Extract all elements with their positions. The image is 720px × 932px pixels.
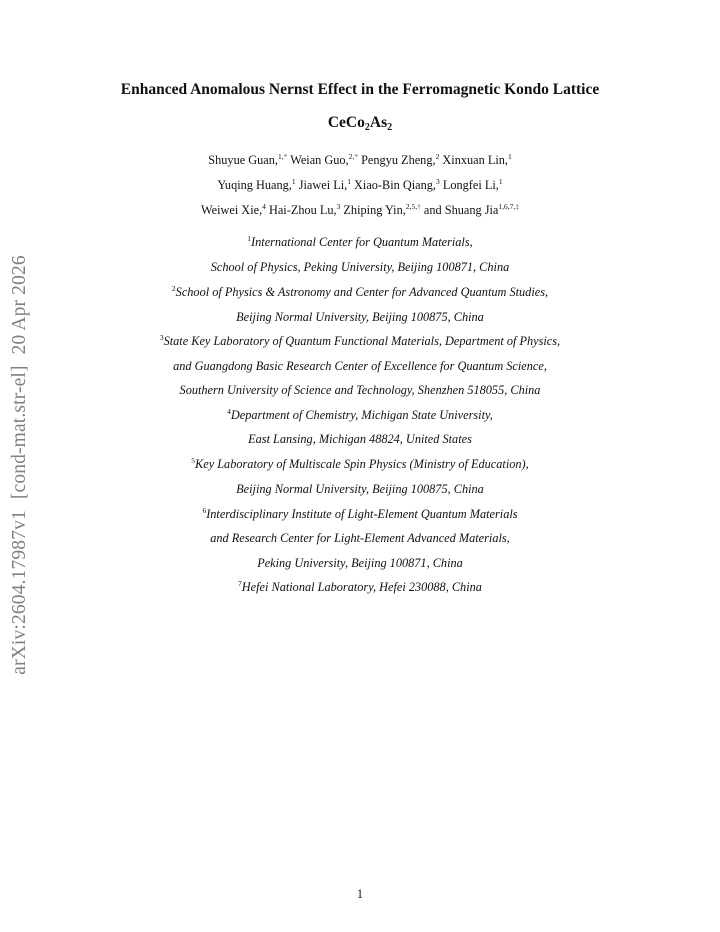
arxiv-id[interactable]: arXiv:2604.17987v1 — [9, 510, 30, 675]
affiliation-text: Peking University, Beijing 100871, China — [257, 556, 463, 570]
formula-subscript: 2 — [387, 122, 393, 133]
author-footnote-link[interactable]: * — [354, 152, 359, 161]
author-affil-sup: 1, — [277, 152, 284, 161]
paper-title-formula — [0, 114, 720, 132]
affiliation-line — [0, 432, 720, 447]
formula-subscript: 2 — [364, 122, 370, 133]
author-footnote-link[interactable]: * — [283, 152, 288, 161]
author-name: Pengyu Zheng, — [361, 153, 436, 167]
affiliation-text: State Key Laboratory of Quantum Functional Materials, Department of Physics, — [163, 334, 561, 348]
affiliation-number: 2 — [171, 284, 176, 293]
author-affil-sup: 1,6,7, — [498, 202, 516, 211]
author-name: and Shuang Jia — [423, 203, 499, 217]
formula-part: As — [369, 114, 388, 131]
affiliation-text: Key Laboratory of Multiscale Spin Physics (Ministry of Education), — [195, 457, 529, 471]
author-name: Longfei Li, — [442, 178, 499, 192]
author — [354, 178, 440, 192]
author — [443, 178, 503, 192]
affiliation-text: Beijing Normal University, Beijing 100875, China — [236, 310, 484, 324]
affiliation-line — [0, 482, 720, 497]
author — [269, 203, 340, 217]
affiliation-number: 7 — [238, 579, 242, 588]
affiliation-line — [0, 359, 720, 374]
affiliation-line — [0, 580, 720, 595]
affiliation-text: School of Physics & Astronomy and Center for Advanced Quantum Studies, — [175, 285, 549, 299]
author-footnote-link[interactable]: ‡ — [515, 202, 519, 211]
author-affil-sup: 4 — [262, 202, 266, 211]
author-name: Jiawei Li, — [298, 178, 348, 192]
author-name: Yuqing Huang, — [217, 178, 292, 192]
affiliation-line — [0, 556, 720, 571]
author-affil-sup: 3 — [336, 202, 341, 211]
author-affil-sup: 1 — [291, 177, 296, 186]
affiliation-text: School of Physics, Peking University, Beijing 100871, China — [210, 260, 510, 274]
author-line — [0, 153, 720, 168]
affiliation-line — [0, 285, 720, 300]
affiliation-text: Hefei National Laboratory, Hefei 230088, China — [241, 580, 482, 594]
affiliation-text: and Guangdong Basic Research Center of Excellence for Quantum Science, — [173, 359, 547, 373]
affiliation-line — [0, 531, 720, 546]
author — [201, 203, 266, 217]
author-name: Weian Guo, — [290, 153, 349, 167]
author-affil-sup: 2, — [348, 152, 355, 161]
affiliation-text: International Center for Quantum Materials, — [251, 235, 473, 249]
affiliation-line — [0, 260, 720, 275]
author-affil-sup: 2,5, — [405, 202, 418, 211]
author — [361, 153, 439, 167]
affiliation-number: 4 — [227, 407, 231, 416]
author-affil-sup: 1 — [347, 177, 351, 186]
author-name: Hai-Zhou Lu, — [268, 203, 337, 217]
affiliation-line — [0, 334, 720, 349]
author-name: Shuyue Guan, — [208, 153, 278, 167]
author — [290, 153, 358, 167]
affiliation-line — [0, 310, 720, 325]
author-name: Zhiping Yin, — [343, 203, 406, 217]
author-line — [0, 203, 720, 218]
affiliation-number: 5 — [191, 456, 196, 465]
author — [208, 153, 287, 167]
affiliation-text: and Research Center for Light-Element Advanced Materials, — [210, 531, 510, 545]
affiliation-text: Southern University of Science and Technology, Shenzhen 518055, China — [179, 383, 541, 397]
affiliation-number: 6 — [202, 506, 207, 515]
affiliation-line — [0, 457, 720, 472]
paper-title-line-1: Enhanced Anomalous Nernst Effect in the Ferromagnetic Kondo Lattice — [120, 81, 600, 98]
affiliation-number: 3 — [159, 333, 164, 342]
page-number: 1 — [356, 887, 364, 901]
author-affil-sup: 2 — [435, 152, 440, 161]
affiliation-text: Interdisciplinary Institute of Light-Element Quantum Materials — [206, 507, 518, 521]
affiliation-line — [0, 235, 720, 250]
affiliation-number: 1 — [247, 234, 252, 243]
affiliation-line — [0, 507, 720, 522]
author-name: Xiao-Bin Qiang, — [354, 178, 436, 192]
author — [217, 178, 295, 192]
affiliation-line — [0, 408, 720, 423]
affiliation-text: Department of Chemistry, Michigan State University, — [230, 408, 493, 422]
author-footnote-link[interactable]: † — [417, 202, 421, 211]
affiliation-text: Beijing Normal University, Beijing 100875, China — [236, 482, 484, 496]
author-affil-sup: 1 — [498, 177, 503, 186]
author-name: Weiwei Xie, — [200, 203, 263, 217]
affiliation-text: East Lansing, Michigan 48824, United States — [248, 432, 472, 446]
author — [442, 153, 511, 167]
author-line — [0, 178, 720, 193]
author — [343, 203, 420, 217]
affiliation-line — [0, 383, 720, 398]
formula-part: CeCo — [327, 114, 365, 131]
author-name: Xinxuan Lin, — [442, 153, 508, 167]
author — [299, 178, 351, 192]
author-affil-sup: 1 — [507, 152, 512, 161]
arxiv-date: 20 Apr 2026 — [9, 255, 30, 355]
arxiv-category[interactable]: [cond-mat.str-el] — [9, 365, 30, 500]
author-affil-sup: 3 — [436, 177, 440, 186]
author — [424, 203, 519, 217]
